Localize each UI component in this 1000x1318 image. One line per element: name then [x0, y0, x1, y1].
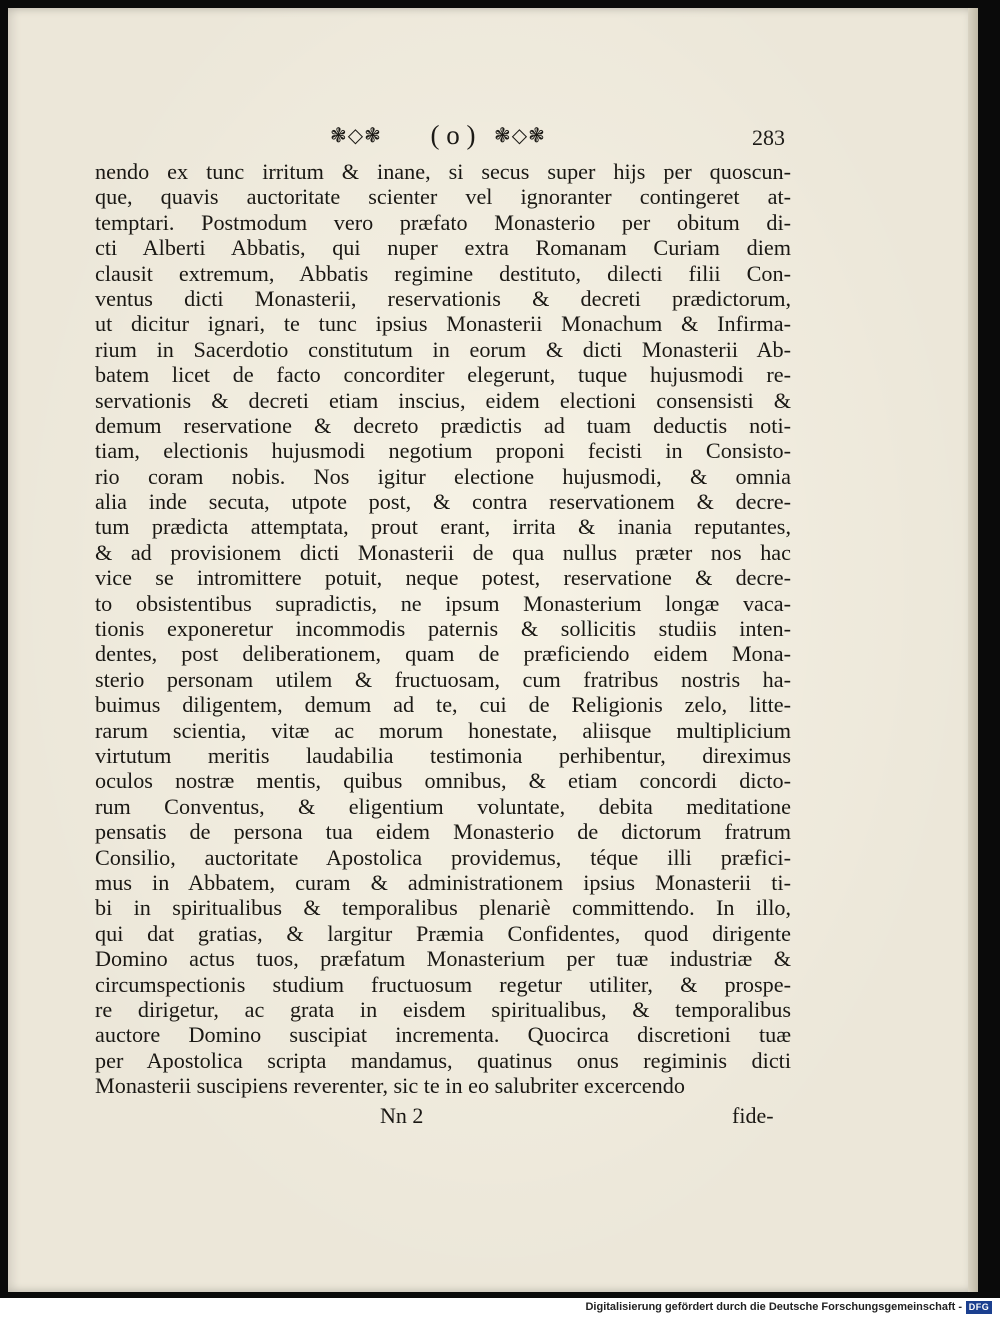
text-line: Monasterii suscipiens reverenter, sic te in eo salubriter excercendo — [95, 1073, 685, 1099]
text-line: nendo ex tunc irritum & inane, si secus super hijs per quoscun- — [95, 159, 791, 184]
page-edge — [968, 8, 978, 1292]
text-line: bi in spiritualibus & temporalibus plenariè committendo. In illo, — [95, 895, 791, 921]
text-line: batem licet de facto concorditer elegerunt, tuque hujusmodi re- — [95, 362, 791, 388]
text-line: circumspectionis studium fructuosum regetur utiliter, & prospe- — [95, 971, 791, 997]
text-line: & ad provisionem dicti Monasterii de qua nullus præter nos hac — [95, 539, 791, 565]
text-line: buimus diligentem, demum ad te, cui de Religionis zelo, litte- — [95, 692, 791, 718]
text-line: demum reservatione & decreto prædictis ad tuam deductis noti- — [95, 412, 791, 438]
page-footer — [8, 1103, 978, 1133]
text-line: temptari. Postmodum vero præfato Monasterio per obitum di- — [95, 209, 791, 235]
text-line: servationis & decreti etiam inscius, eidem electioni consensisti & — [95, 387, 791, 413]
funding-credit: Digitalisierung gefördert durch die Deutsche Forschungsgemeinschaft - — [585, 1301, 962, 1313]
text-line: Consilio, auctoritate Apostolica providemus, téque illi præfici- — [95, 844, 791, 870]
signature-mark: Nn 2 — [380, 1103, 424, 1128]
credit-bar — [0, 1298, 1000, 1318]
header-ornament-left: ❃◇❃ — [330, 123, 382, 147]
text-line: mus in Abbatem, curam & administrationem ipsius Monasterii ti- — [95, 869, 791, 895]
text-line: rarum scientia, vitæ ac morum honestate, aliisque multiplicium — [95, 717, 791, 743]
page-header — [8, 120, 978, 155]
text-line: vice se intromittere potuit, neque potest, reservatione & decre- — [95, 565, 791, 591]
text-line: re dirigetur, ac grata in eisdem spiritualibus, & temporalibus — [95, 996, 791, 1022]
dfg-logo: DFG — [966, 1301, 992, 1314]
text-line: tionis exponeretur incommodis paternis & sollicitis studiis inten- — [95, 616, 791, 642]
header-ornament-right: ❃◇❃ — [494, 123, 546, 147]
text-line: alia inde secuta, utpote post, & contra reservationem & decre- — [95, 489, 791, 515]
text-line: ut dicitur ignari, te tunc ipsius Monasterii Monachum & Infirma- — [95, 311, 791, 337]
text-line: ventus dicti Monasterii, reservationis & decreti prædictorum, — [95, 285, 791, 311]
text-line: oculos nostræ mentis, quibus omnibus, & etiam concordi dicto- — [95, 768, 791, 794]
text-line: clausit extremum, Abbatis regimine destituto, dilecti filii Con- — [95, 260, 791, 286]
text-line: Domino actus tuos, præfatum Monasterium per tuæ industriæ & — [95, 946, 791, 972]
text-line: rium in Sacerdotio constitutum in eorum & dicti Monasterii Ab- — [95, 336, 791, 362]
text-line: rio coram nobis. Nos igitur electione hujusmodi, & omnia — [95, 463, 791, 489]
catchword: fide- — [732, 1103, 774, 1128]
text-line: tum prædicta attemptata, prout erant, irrita & inania reputantes, — [95, 514, 791, 540]
text-line: que, quavis auctoritate scienter vel ignoranter contingeret at- — [95, 184, 791, 210]
text-line: cti Alberti Abbatis, qui nuper extra Romanam Curiam diem — [95, 235, 791, 261]
text-line: to obsistentibus supradictis, ne ipsum Monasterium longæ vaca- — [95, 590, 791, 616]
text-line: auctore Domino suscipiat incrementa. Quocirca discretioni tuæ — [95, 1022, 791, 1048]
text-line: qui dat gratias, & largitur Præmia Confidentes, quod dirigente — [95, 920, 791, 946]
text-line: sterio personam utilem & fructuosam, cum fratribus nostris ha- — [95, 666, 791, 692]
text-line: rum Conventus, & eligentium voluntate, debita meditatione — [95, 793, 791, 819]
page-number: 283 — [752, 125, 785, 150]
text-line: pensatis de persona tua eidem Monasterio de dictorum fratrum — [95, 819, 791, 845]
book-page — [8, 8, 978, 1292]
text-line: per Apostolica scripta mandamus, quatinus onus regiminis dicti — [95, 1047, 791, 1073]
header-mark: ( o ) — [430, 120, 476, 150]
text-line: virtutum meritis laudabilia testimonia perhibentur, direximus — [95, 742, 791, 768]
text-line: dentes, post deliberationem, quam de præficiendo eidem Mona- — [95, 641, 791, 667]
body-text — [95, 159, 791, 1098]
text-line: tiam, electionis hujusmodi negotium proponi fecisti in Consisto- — [95, 438, 791, 464]
